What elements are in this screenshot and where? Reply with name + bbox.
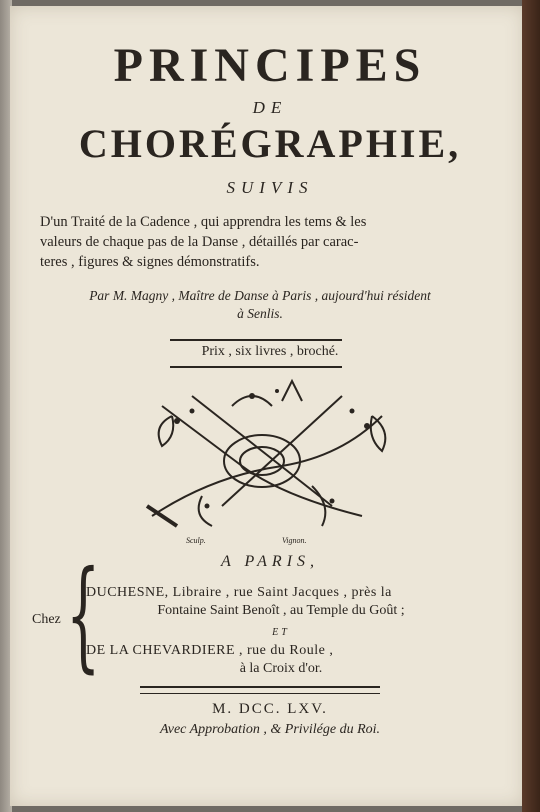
subtitle: CHORÉGRAPHIE,	[78, 121, 462, 166]
author-line: Par M. Magny , Maître de Danse à Paris , aujourd'hui résident	[89, 288, 431, 303]
imprint-rule	[140, 686, 380, 694]
treatise-line: D'un Traité de la Cadence , qui apprendra les tems & les	[40, 214, 367, 230]
price-rule-top	[170, 339, 342, 341]
publisher-1	[86, 584, 476, 620]
publisher-1-line: Fontaine Saint Benoît , au Temple du Goût ;	[157, 603, 405, 618]
et-separator: ET	[272, 627, 290, 638]
engraver-label: Sculp.	[186, 536, 206, 545]
treatise-description	[40, 212, 480, 272]
title-connector: DE	[252, 98, 288, 117]
treatise-line: teres , figures & signes démonstratifs.	[40, 254, 260, 270]
price-rule-bottom	[170, 366, 342, 368]
approbation-text: Avec Approbation , & Privilége du Roi.	[159, 722, 381, 737]
price-text: Prix , six livres , broché.	[201, 344, 339, 359]
engraver-name: Vignon.	[282, 536, 307, 545]
author-credit	[40, 287, 480, 323]
engraved-vignette	[132, 376, 412, 536]
city-imprint: A PARIS,	[220, 553, 320, 570]
author-line: à Senlis.	[237, 306, 283, 321]
publisher-2-line: DE LA CHEVARDIERE , rue du Roule ,	[86, 643, 334, 658]
publisher-2-line: à la Croix d'or.	[239, 661, 323, 676]
brace-glyph: {	[66, 546, 101, 685]
suivis-label: SUIVIS	[226, 178, 314, 197]
treatise-line: valeurs de chaque pas de la Danse , détaillés par carac-	[40, 234, 359, 250]
publisher-2	[86, 642, 476, 678]
main-title: PRINCIPES	[113, 39, 427, 92]
publication-year: M. DCC. LXV.	[212, 701, 328, 717]
chez-label: Chez	[32, 612, 61, 627]
publisher-1-line: DUCHESNE, Libraire , rue Saint Jacques , près la	[86, 585, 392, 600]
